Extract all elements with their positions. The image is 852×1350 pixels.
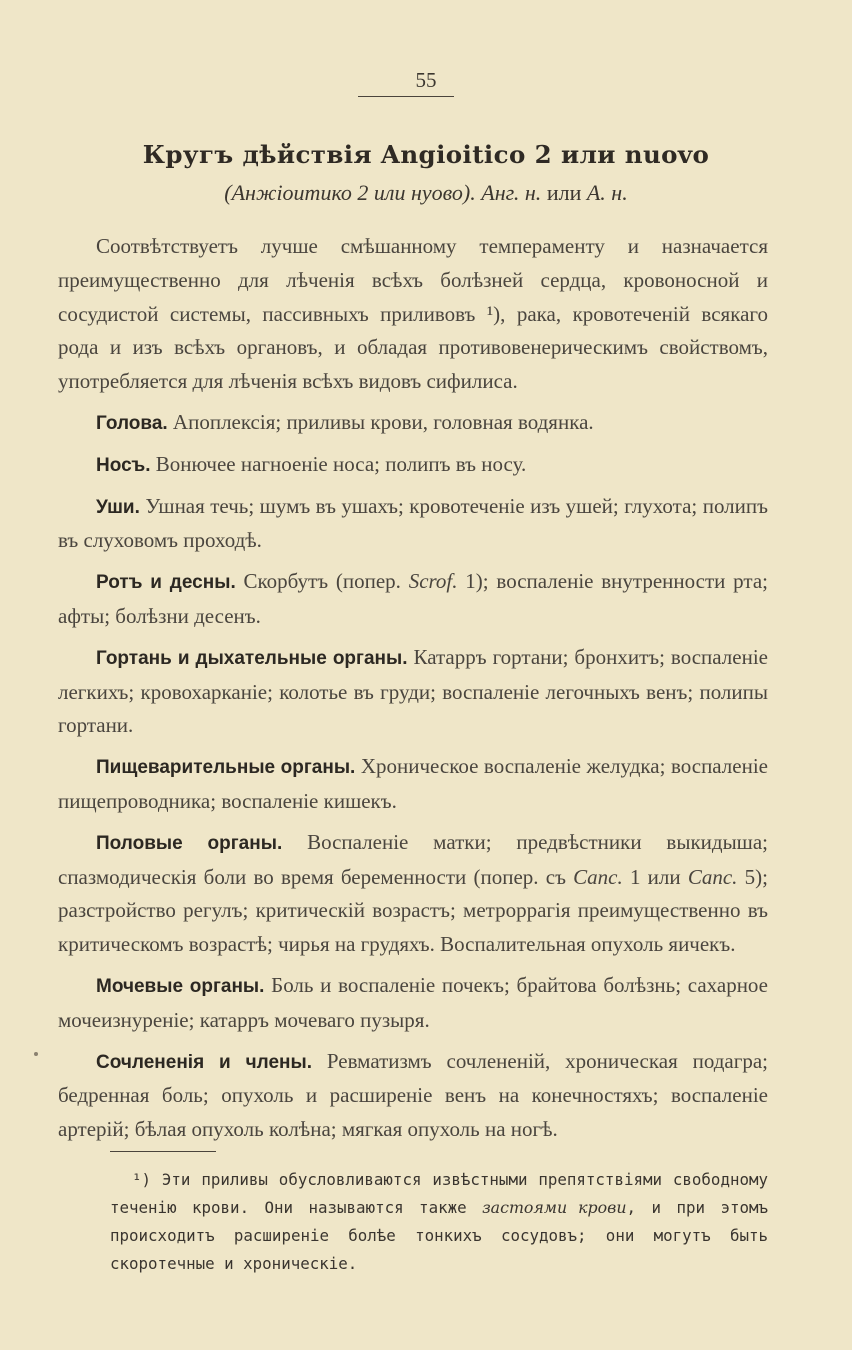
- subtitle-transliteration: (Анжіоитико 2 или нуово). Анг. н.: [224, 180, 542, 205]
- footnote-rule: [110, 1151, 216, 1152]
- heading-sochleneniya: Сочлененія и члены.: [96, 1051, 313, 1073]
- ref-canc-1: Canc.: [573, 864, 623, 889]
- heading-rot: Ротъ и десны.: [96, 572, 236, 594]
- paragraph-sochleneniya: [58, 1045, 768, 1147]
- footnote-italic: застоями крови: [482, 1198, 627, 1217]
- ref-scrof: Scrof.: [408, 569, 458, 594]
- paragraph-pishche: [58, 750, 768, 819]
- heading-mochevye: Мочевые органы.: [96, 975, 265, 997]
- subtitle-or: или: [541, 180, 587, 205]
- heading-golova: Голова.: [96, 412, 168, 434]
- text-rot-b: 1); воспаленіе внутренности рта; афты; болѣзни десенъ.: [58, 569, 768, 628]
- paragraph-golova: [58, 406, 768, 441]
- intro-paragraph: Соотвѣтствуетъ лучше смѣшанному темпераменту и назначается преимущественно для лѣченія всѣхъ болѣзней сердца, кровоносной и сосудистой системы, пассивныхъ приливовъ ¹), рака, кровотеченій всякаго рода и изъ всѣхъ органовъ, и обладая противовенерическимъ свойствомъ, употребляется для лѣченія всѣхъ видовъ сифилиса.: [58, 234, 768, 394]
- text-polovye-a: Воспаленіе матки; предвѣстники выкидыша; спазмодическія боли во время беременности (попер. съ: [58, 829, 769, 889]
- text-golova: Апоплексія; приливы крови, головная водянка.: [167, 409, 594, 434]
- margin-mark: [34, 1052, 38, 1056]
- text-rot-a: Скорбутъ (попер.: [235, 569, 409, 594]
- paragraph-ushi: [58, 490, 768, 559]
- footnote: [110, 1166, 768, 1278]
- subtitle-abbreviation: А. н.: [586, 180, 628, 205]
- paragraph-mochevye: [58, 969, 768, 1038]
- heading-nos: Носъ.: [96, 454, 151, 476]
- text-mochevye: Боль и воспаленіе почекъ; брайтова болѣзнь; сахарное мочеизнуреніе; катарръ мочеваго пузыря.: [58, 972, 769, 1032]
- heading-pishche: Пищеварительные органы.: [96, 757, 356, 779]
- heading-polovye: Половые органы.: [96, 832, 283, 854]
- text-sochleneniya: Ревматизмъ сочлененій, хроническая подагра; бедренная боль; опухоль и расширеніе венъ на конечностяхъ; воспаленіе артерій; бѣлая опухоль колѣна; мягкая опухоль на ногѣ.: [58, 1048, 768, 1142]
- main-text: [58, 230, 768, 1154]
- text-ushi: Ушная течь; шумъ въ ушахъ; кровотеченіе изъ ушей; глухота; полипъ въ слуховомъ проходѣ.: [58, 493, 768, 553]
- paragraph-rot: [58, 565, 768, 634]
- heading-gortan: Гортань и дыхательные органы.: [96, 647, 408, 669]
- text-polovye-c: 5); разстройство регулъ; критическій возрастъ; метроррагія преимущественно въ критическомъ возрастѣ; чирья на грудяхъ. Воспалительная опухоль яичекъ.: [58, 864, 768, 957]
- footnote-text-a: ¹) Эти приливы обусловливаются извѣстными препятствіями свободному теченію крови. Они называются также: [110, 1170, 768, 1217]
- paragraph-gortan: [58, 641, 768, 743]
- text-gortan: Катарръ гортани; бронхитъ; воспаленіе легкихъ; кровохарканіе; колотье въ груди; воспаленіе легочныхъ венъ; полипы гортани.: [58, 644, 768, 738]
- section-subtitle: [0, 180, 852, 206]
- text-nos: Вонючее нагноеніе носа; полипъ въ носу.: [150, 451, 527, 476]
- heading-ushi: Уши.: [96, 496, 140, 518]
- text-polovye-b: 1 или: [622, 864, 688, 889]
- page-number-rule: [358, 96, 454, 97]
- section-title: Кругъ дѣйствія Angioitico 2 или nuovo: [142, 140, 710, 169]
- footnote-paragraph: [110, 1166, 768, 1278]
- paragraph-nos: [58, 448, 768, 483]
- ref-canc-2: Canc.: [687, 864, 738, 889]
- paragraph-polovye: [58, 826, 768, 962]
- text-pishche: Хроническое воспаленіе желудка; воспаленіе пищепроводника; воспаленіе кишекъ.: [58, 754, 769, 813]
- page-number: 55: [415, 68, 437, 92]
- footnote-text-b: , и при этомъ происходитъ расширеніе болѣе тонкихъ сосудовъ; они могутъ быть скоротечные и хроническіе.: [110, 1198, 768, 1273]
